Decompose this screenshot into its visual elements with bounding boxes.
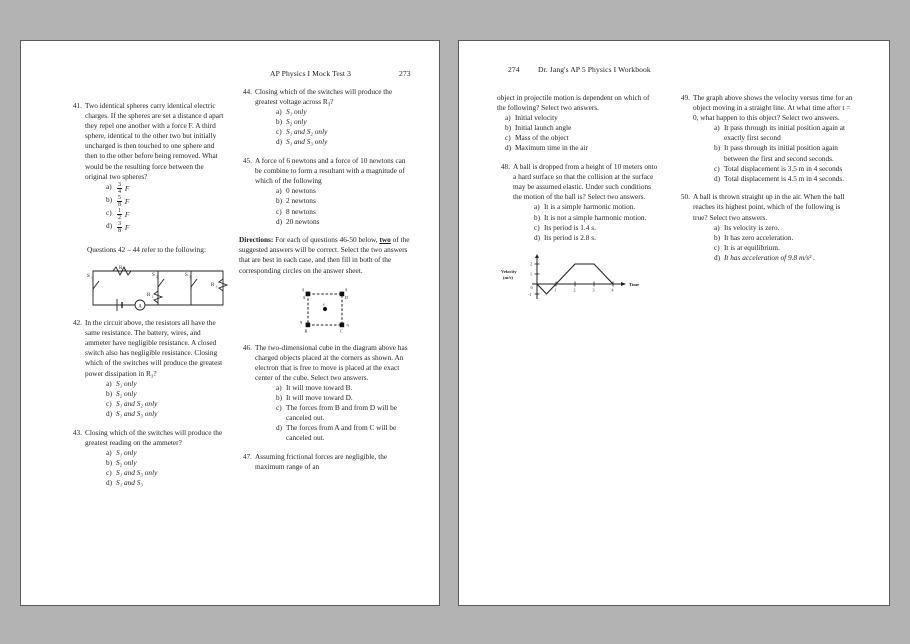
choice-c-label: c) bbox=[106, 398, 112, 408]
choice-d[interactable] bbox=[276, 137, 414, 147]
choice-a-text: 0 newtons bbox=[286, 186, 316, 196]
question-43-number: 43. bbox=[72, 427, 82, 437]
y-axis-label-line1: Velocity bbox=[501, 269, 517, 275]
choice-b-text: It is not a simple harmonic motion. bbox=[544, 212, 647, 222]
choice-c-text: S₁ and S₃ only bbox=[116, 467, 158, 477]
choice-d-label: d) bbox=[276, 216, 283, 226]
directions-emphasis: two bbox=[379, 235, 391, 245]
choice-a[interactable] bbox=[106, 448, 224, 458]
choice-c-label: c) bbox=[505, 133, 511, 143]
choice-b-text: 2 newtons bbox=[286, 196, 316, 206]
svg-text:1: 1 bbox=[530, 271, 532, 277]
page-left bbox=[20, 40, 440, 606]
choice-a-text: S₁ only bbox=[286, 107, 307, 117]
choice-c[interactable] bbox=[276, 127, 414, 137]
choice-b[interactable] bbox=[276, 393, 414, 403]
choice-c-label: c) bbox=[106, 467, 112, 477]
question-41-choices bbox=[106, 182, 224, 235]
choice-b-label: b) bbox=[276, 117, 283, 127]
choice-a[interactable] bbox=[505, 113, 659, 123]
choice-b-label: b) bbox=[106, 194, 113, 204]
choice-a[interactable] bbox=[276, 186, 414, 196]
choice-d[interactable] bbox=[106, 221, 224, 234]
page-right bbox=[458, 40, 890, 606]
question-47-choices bbox=[505, 113, 659, 153]
choice-c-label: c) bbox=[714, 163, 720, 173]
svg-text:A: A bbox=[302, 294, 306, 300]
directions-colon: : bbox=[270, 235, 274, 245]
choice-a-label: a) bbox=[505, 113, 511, 123]
velocity-time-graph-figure bbox=[499, 251, 649, 303]
choice-a-text: It is a simple harmonic motion. bbox=[544, 202, 636, 212]
choice-d[interactable] bbox=[714, 253, 855, 263]
svg-text:q: q bbox=[344, 286, 347, 292]
directions-block bbox=[239, 235, 414, 275]
directions-part-two: of the suggested answers will be correct. Select the two answers that are best in each case, and then fill in both of the corresponding circles on the answer sheet. bbox=[239, 235, 410, 275]
choice-b-label: b) bbox=[534, 212, 541, 222]
question-48-text: A ball is dropped from a height of 10 meters onto a hard surface so that the collision at the surface may be assumed elastic. Under such conditions the motion of the ball is? Select two answers. bbox=[513, 162, 658, 202]
choice-c[interactable] bbox=[276, 403, 414, 423]
choice-c[interactable] bbox=[534, 223, 659, 233]
svg-text:A: A bbox=[138, 304, 142, 310]
question-45 bbox=[239, 156, 414, 227]
svg-text:R: R bbox=[147, 293, 151, 299]
question-46-number: 46. bbox=[242, 342, 252, 352]
question-47 bbox=[239, 452, 414, 472]
choice-c-label: c) bbox=[276, 403, 282, 413]
choice-b-label: b) bbox=[106, 457, 113, 467]
choice-c[interactable] bbox=[106, 399, 224, 409]
question-48-number: 48. bbox=[500, 162, 510, 172]
choice-a[interactable] bbox=[276, 383, 414, 393]
question-47-text: Assuming frictional forces are negligible, the maximum range of an bbox=[255, 452, 388, 472]
charged-cube-figure bbox=[296, 286, 358, 334]
question-44 bbox=[239, 87, 414, 148]
choice-c-label: c) bbox=[714, 242, 720, 252]
choice-c-text: Its period is 1.4 s. bbox=[544, 222, 596, 232]
svg-text:D: D bbox=[344, 294, 348, 300]
question-49-choices bbox=[714, 123, 855, 184]
y-axis-label-line2: (m/s) bbox=[503, 275, 513, 281]
choice-a[interactable] bbox=[534, 202, 659, 212]
numerator: 3 bbox=[118, 181, 121, 188]
question-41-number: 41. bbox=[72, 101, 82, 110]
choice-c-text: S₁ and S₂ only bbox=[286, 127, 328, 137]
choice-d-text: It has acceleration of 9.8 m/s² . bbox=[724, 252, 815, 262]
question-50-choices bbox=[714, 223, 855, 263]
question-43-choices bbox=[106, 448, 224, 488]
choice-d-label: d) bbox=[505, 143, 512, 153]
choice-d-text: Its period is 2.8 s. bbox=[544, 232, 596, 242]
svg-text:2: 2 bbox=[530, 261, 532, 267]
svg-text:1: 1 bbox=[554, 287, 557, 293]
choice-c-label: c) bbox=[276, 127, 282, 137]
switch-s3-symbol bbox=[189, 274, 197, 290]
svg-text:1: 1 bbox=[91, 275, 93, 280]
denominator: 8 bbox=[118, 228, 121, 235]
question-46-text: The two-dimensional cube in the diagram above has charged objects placed at the corners as shown. An electron that is free to move is placed at the exact center of the cube. Select two answers. bbox=[255, 342, 408, 382]
numerator: 3 bbox=[118, 221, 121, 228]
svg-text:S: S bbox=[87, 274, 90, 280]
page-number-right: 274 bbox=[508, 65, 520, 74]
choice-a-text: It pass through its initial position again at exactly first second bbox=[724, 123, 845, 143]
choice-d[interactable] bbox=[106, 409, 224, 419]
choice-a-text: Initial velocity bbox=[515, 113, 558, 123]
question-41 bbox=[69, 101, 224, 235]
column-two bbox=[239, 87, 414, 481]
choice-d-fraction bbox=[117, 221, 122, 234]
svg-text:2: 2 bbox=[573, 287, 576, 293]
choice-c-label: c) bbox=[534, 222, 540, 232]
choice-d-label: d) bbox=[714, 173, 721, 183]
svg-text:3: 3 bbox=[592, 287, 595, 293]
choice-d-text: S₁ and S₃ only bbox=[286, 137, 328, 147]
svg-text:q: q bbox=[299, 318, 302, 324]
question-47-continued-text: object in projectile motion is dependent on which of the following? Select two answers. bbox=[497, 93, 650, 113]
cube-svg bbox=[296, 286, 358, 334]
choice-c[interactable] bbox=[714, 243, 855, 253]
denominator: 8 bbox=[118, 202, 121, 209]
directions-heading: Directions bbox=[239, 235, 271, 245]
charge-corner-d bbox=[339, 291, 344, 296]
question-50-number: 50. bbox=[680, 192, 690, 202]
charge-corner-a bbox=[305, 291, 310, 296]
denominator: 2 bbox=[118, 215, 121, 222]
electron-marker bbox=[322, 306, 326, 310]
choice-a-label: a) bbox=[276, 382, 282, 392]
question-47-number: 47. bbox=[242, 452, 252, 462]
choice-c[interactable] bbox=[505, 133, 659, 143]
svg-text:q: q bbox=[346, 321, 349, 327]
choice-a-label: a) bbox=[276, 107, 282, 117]
choice-b-label: b) bbox=[276, 196, 283, 206]
choice-b[interactable] bbox=[106, 389, 224, 399]
choice-d[interactable] bbox=[714, 174, 855, 184]
choice-d-label: d) bbox=[106, 478, 113, 487]
question-49-number: 49. bbox=[680, 93, 690, 102]
choice-c-text: S₁ and S₂ only bbox=[116, 398, 158, 408]
choice-d-label: d) bbox=[106, 221, 113, 231]
numerator: 1 bbox=[118, 208, 121, 215]
directions-part-one: For each of questions 46-50 below, bbox=[273, 235, 380, 245]
choice-d[interactable] bbox=[505, 143, 659, 153]
choice-b-fraction bbox=[117, 195, 122, 208]
svg-text:S: S bbox=[152, 273, 155, 279]
choice-c-text: The forces from B and from D will be canceled out. bbox=[286, 403, 398, 423]
choice-b[interactable] bbox=[534, 213, 659, 223]
choice-d-label: d) bbox=[534, 232, 541, 242]
choice-b[interactable] bbox=[505, 123, 659, 133]
choice-b-label: b) bbox=[276, 393, 283, 403]
choice-a-label: a) bbox=[714, 123, 720, 133]
question-47-continued bbox=[497, 93, 659, 154]
choice-b-label: b) bbox=[505, 123, 512, 133]
choice-d-label: d) bbox=[276, 423, 283, 433]
choice-c[interactable] bbox=[276, 207, 414, 217]
question-43 bbox=[69, 428, 224, 489]
question-50-text: A ball is thrown straight up in the air. When the ball reaches its highest point, which of the following is true? Select two answers. bbox=[693, 192, 845, 222]
choice-a[interactable] bbox=[106, 182, 224, 195]
svg-text:0: 0 bbox=[530, 285, 533, 291]
question-45-text: A force of 6 newtons and a force of 10 newtons can be combine to form a resultant with a magnitude of which of the following bbox=[255, 156, 406, 186]
choice-b-text: It will move toward D. bbox=[286, 393, 353, 403]
choice-b-text: It pass through its initial position again between the first and second seconds. bbox=[724, 143, 838, 163]
choice-b-text: It has zero acceleration. bbox=[724, 232, 794, 242]
choice-a-label: a) bbox=[534, 202, 540, 212]
svg-text:e: e bbox=[322, 302, 325, 307]
choice-d-text: S₁ and S₃ bbox=[116, 478, 143, 487]
question-43-text: Closing which of the switches will produce the greatest reading on the ammeter? bbox=[85, 427, 223, 447]
choice-c[interactable] bbox=[106, 468, 224, 478]
choice-a-unit: F bbox=[124, 183, 130, 193]
column-one bbox=[69, 101, 224, 497]
numerator: 5 bbox=[118, 194, 121, 201]
question-42-number: 42. bbox=[72, 318, 82, 328]
question-49-text: The graph above shows the velocity versus time for an object moving in a straight line. At what time after t = 0, what happen to this object? Select two answers. bbox=[693, 93, 853, 123]
choice-b[interactable] bbox=[714, 233, 855, 243]
choice-a[interactable] bbox=[714, 223, 855, 233]
choice-d-text: The forces from A and from C will be canceled out. bbox=[286, 423, 397, 443]
choice-a-label: a) bbox=[106, 378, 112, 388]
charge-corner-c bbox=[339, 322, 344, 327]
choice-a-label: a) bbox=[106, 447, 112, 457]
stem-42-44: Questions 42 – 44 refer to the following: bbox=[87, 244, 206, 254]
choice-d-unit: F bbox=[124, 223, 130, 233]
question-42-text: In the circuit above, the resistors all have the same resistance. The battery, wires, and ammeter have negligible resistance. A closed switch also has negligible resistance. Closing which of the switches will produce the greatest power dissipation in R₃? bbox=[85, 318, 223, 378]
choice-b[interactable] bbox=[276, 117, 414, 127]
question-45-number: 45. bbox=[242, 156, 252, 166]
choice-b[interactable] bbox=[276, 196, 414, 206]
circuit-diagram-figure bbox=[83, 263, 233, 313]
svg-text:B: B bbox=[304, 328, 307, 334]
question-41-text: Two identical spheres carry identical electric charges. If the spheres are set a distance d apart they repel one another with a force F. A third sphere, identical to the other two but initially uncharged is then touched to one sphere and then to the other before being removed. What would be the resulting force between the original two spheres? bbox=[85, 101, 224, 181]
choice-c-text: Mass of the object bbox=[515, 133, 569, 143]
choice-a-fraction bbox=[117, 182, 122, 195]
question-48 bbox=[497, 162, 659, 243]
choice-a-text: Its velocity is zero. bbox=[724, 222, 780, 232]
choice-b[interactable] bbox=[714, 143, 855, 163]
choice-d-text: Maximum time in the air bbox=[515, 143, 588, 153]
svg-text:2: 2 bbox=[156, 274, 158, 279]
circuit-svg bbox=[83, 263, 233, 313]
question-49 bbox=[677, 93, 855, 184]
question-46-choices bbox=[276, 383, 414, 444]
choice-b-label: b) bbox=[714, 143, 721, 153]
choice-c-label: c) bbox=[106, 208, 112, 218]
column-four bbox=[677, 93, 855, 272]
choice-d[interactable] bbox=[276, 217, 414, 227]
question-44-text: Closing which of the switches will produce the greatest voltage across R₃? bbox=[255, 87, 393, 107]
choice-c-label: c) bbox=[276, 206, 282, 216]
choice-a-text: S₁ only bbox=[116, 447, 137, 457]
choice-a-label: a) bbox=[106, 181, 112, 191]
choice-d[interactable] bbox=[106, 478, 224, 488]
svg-text:S: S bbox=[185, 273, 188, 279]
column-three bbox=[497, 93, 659, 312]
svg-text:C: C bbox=[339, 328, 343, 334]
x-axis-label: Time bbox=[629, 282, 640, 288]
choice-a-label: a) bbox=[714, 222, 720, 232]
choice-d-text: S₁ and S₃ only bbox=[116, 408, 158, 418]
svg-text:1: 1 bbox=[123, 267, 126, 272]
velocity-time-graph-svg bbox=[499, 251, 649, 303]
choice-b-text: Initial launch angle bbox=[515, 123, 572, 133]
choice-b-text: S₂ only bbox=[286, 117, 307, 127]
running-head-right: Dr. Jang's AP 5 Physics I Workbook bbox=[538, 65, 651, 74]
choice-d[interactable] bbox=[276, 423, 414, 443]
question-44-number: 44. bbox=[242, 87, 252, 96]
running-head-left: AP Physics I Mock Test 3 bbox=[270, 69, 351, 78]
choice-a-text: It will move toward B. bbox=[286, 382, 353, 392]
svg-text:3: 3 bbox=[215, 284, 218, 289]
denominator: 4 bbox=[118, 188, 121, 195]
svg-text:2: 2 bbox=[151, 294, 154, 299]
choice-a[interactable] bbox=[714, 123, 855, 143]
question-42 bbox=[69, 318, 224, 419]
ammeter-symbol bbox=[135, 300, 145, 310]
svg-text:q: q bbox=[301, 286, 304, 292]
choice-c-text: Total displacement is 3.5 m in 4 seconds bbox=[724, 163, 843, 173]
question-45-choices bbox=[276, 186, 414, 226]
choice-b-text: S₂ only bbox=[116, 457, 137, 467]
svg-text:R: R bbox=[119, 266, 123, 272]
choice-c-unit: F bbox=[124, 209, 130, 219]
choice-d-text: Total displacement is 4.5 m in 4 seconds. bbox=[724, 173, 845, 183]
page-number-left: 273 bbox=[399, 69, 411, 78]
choice-d-label: d) bbox=[714, 252, 721, 262]
choice-b-text: S₂ only bbox=[116, 388, 137, 398]
svg-text:3: 3 bbox=[189, 274, 191, 279]
switch-s2-symbol bbox=[156, 274, 164, 290]
choice-d[interactable] bbox=[534, 233, 659, 243]
question-50 bbox=[677, 192, 855, 263]
choice-b[interactable] bbox=[106, 458, 224, 468]
charge-corner-b bbox=[305, 322, 310, 327]
question-46 bbox=[239, 343, 414, 444]
choice-b-unit: F bbox=[124, 196, 130, 206]
choice-a-text: S₁ only bbox=[116, 378, 137, 388]
question-42-choices bbox=[106, 379, 224, 419]
choice-a[interactable] bbox=[106, 379, 224, 389]
choice-d-text: 20 newtons bbox=[286, 216, 320, 226]
question-44-choices bbox=[276, 107, 414, 147]
choice-b-label: b) bbox=[106, 388, 113, 398]
choice-b[interactable] bbox=[106, 195, 224, 208]
choice-a-label: a) bbox=[276, 186, 282, 196]
question-48-choices bbox=[534, 202, 659, 242]
svg-text:R: R bbox=[211, 283, 215, 289]
choice-a[interactable] bbox=[276, 107, 414, 117]
choice-d-label: d) bbox=[276, 137, 283, 147]
choice-c-fraction bbox=[117, 208, 122, 221]
choice-c-text: It is at equilibrium. bbox=[724, 242, 780, 252]
choice-d-label: d) bbox=[106, 408, 113, 418]
svg-text:4: 4 bbox=[611, 287, 614, 293]
choice-b-label: b) bbox=[714, 232, 721, 242]
svg-text:-1: -1 bbox=[528, 292, 532, 298]
choice-c[interactable] bbox=[714, 164, 855, 174]
choice-c[interactable] bbox=[106, 208, 224, 221]
switch-s1-symbol bbox=[93, 279, 99, 292]
choice-c-text: 8 newtons bbox=[286, 206, 316, 216]
